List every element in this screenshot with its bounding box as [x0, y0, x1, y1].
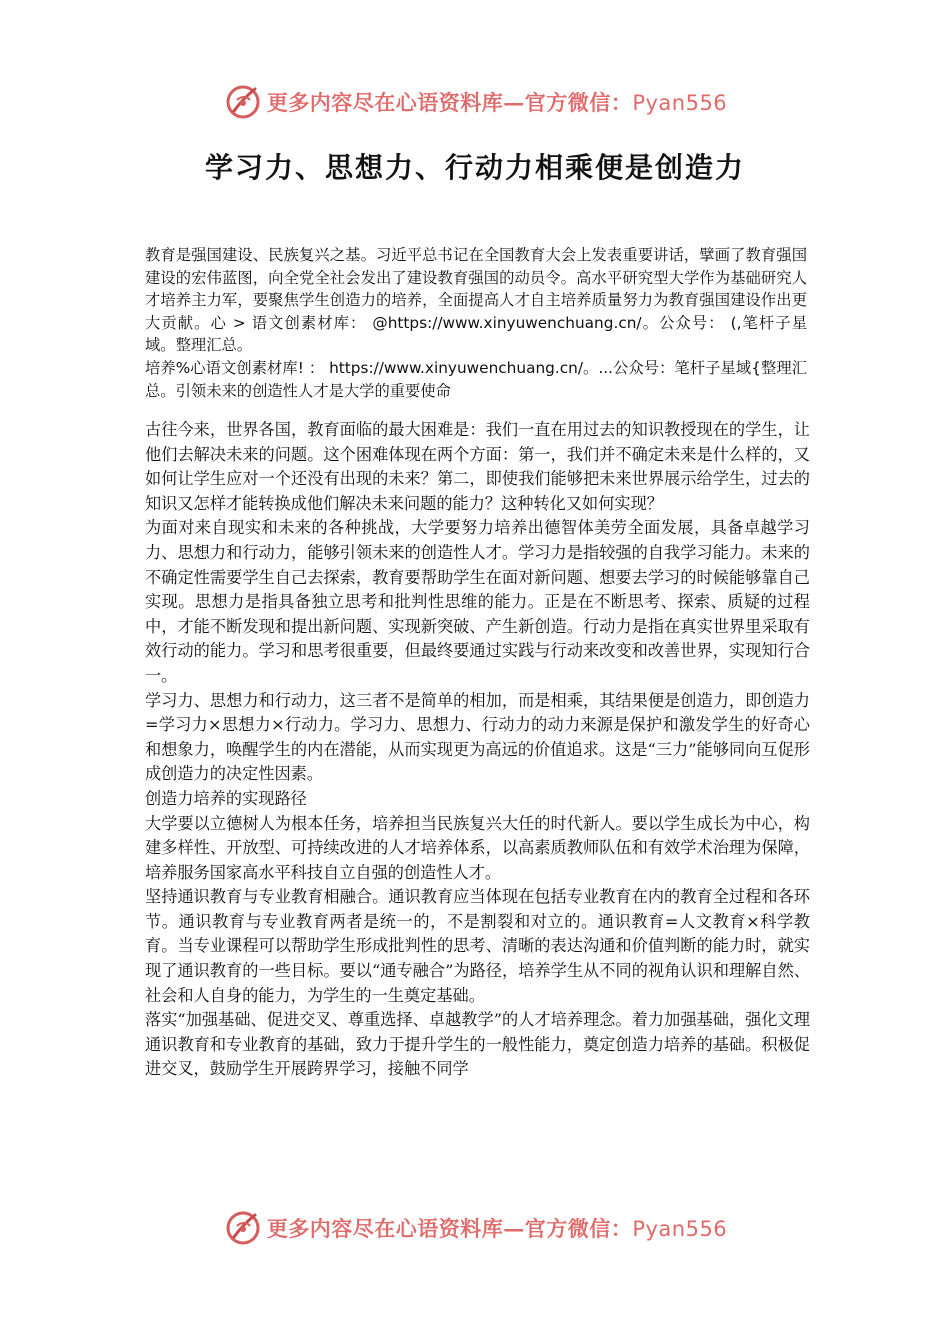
logo-icon [223, 82, 263, 122]
body-paragraph: 坚持通识教育与专业教育相融合。通识教育应当体现在包括专业教育在内的教育全过程和各环节。通识教育与专业教育两者是统一的，不是割裂和对立的。通识教育=人文教育×科学教育。当专业课程可以帮助学生形成批判性的思考、清晰的表达沟通和价值判断的能力时，就实现了通识教育的一些目标。要以“通专融合”为路径，培养学生从不同的视角认识和理解自然、社会和人自身的能力，为学生的一生奠定基础。 [145, 887, 810, 1005]
intro-paragraph: 教育是强国建设、民族复兴之基。习近平总书记在全国教育大会上发表重要讲话，擘画了教育强国建设的宏伟蓝图，向全党全社会发出了建设教育强国的动员令。高水平研究型大学作为基础研究人才培养主力军，要聚焦学生创造力的培养，全面提高人才自主培养质量努力为教育强国建设作出更大贡献。心 > 语文创素材库： @https://www.xinyuwenchuang.cn/。公众号： (,笔杆子星域。整理汇总。 [145, 246, 807, 355]
intro-paragraph: 培养%心语文创素材库! ： https://www.xinyuwenchuang.cn/。...公众号：笔杆子星域{整理汇总。引领未来的创造性人才是大学的重要使命 [145, 358, 807, 400]
body-paragraph: 为面对来自现实和未来的各种挑战，大学要努力培养出德智体美劳全面发展，具备卓越学习力、思想力和行动力，能够引领未来的创造性人才。学习力是指较强的自我学习能力。未来的不确定性需要学生自己去探索，教育要帮助学生在面对新问题、想要去学习的时候能够靠自己实现。思想力是指具备独立思考和批判性思维的能力。正是在不断思考、探索、质疑的过程中，才能不断发现和提出新问题、实现新突破、产生新创造。行动力是指在真实世界里采取有效行动的能力。学习和思考很重要，但最终要通过实践与行动来改变和改善世界，实现知行合一。 [145, 518, 810, 685]
article-body [145, 418, 810, 1082]
footer-banner [0, 1208, 950, 1248]
body-paragraph: 学习力、思想力和行动力，这三者不是简单的相加，而是相乘，其结果便是创造力，即创造力=学习力×思想力×行动力。学习力、思想力、行动力的动力来源是保护和激发学生的好奇心和想象力，唤醒学生的内在潜能，从而实现更为高远的价值追求。这是“三力”能够同向互促形成创造力的决定性因素。 [145, 690, 810, 784]
section-heading: 创造力培养的实现路径 [145, 788, 307, 808]
page-title: 学习力、思想力、行动力相乘便是创造力 [204, 151, 745, 184]
body-paragraph: 古往今来，世界各国，教育面临的最大困难是：我们一直在用过去的知识教授现在的学生，让他们去解决未来的问题。这个困难体现在两个方面：第一，我们并不确定未来是什么样的，又如何让学生应对一个还没有出现的未来？第二，即使我们能够把未来世界展示给学生，过去的知识又怎样才能转换成他们解决未来问题的能力？这种转化又如何实现？ [145, 420, 810, 513]
body-paragraph: 大学要以立德树人为根本任务，培养担当民族复兴大任的时代新人。要以学生成长为中心，构建多样性、开放型、可持续改进的人才培养体系，以高素质教师队伍和有效学术治理为保障，培养服务国家高水平科技自立自强的创造性人才。 [145, 813, 810, 882]
intro-block [145, 244, 807, 402]
logo-icon [223, 1208, 263, 1248]
footer-banner-text: 更多内容尽在心语资料库—官方微信：Pyan556 [266, 1216, 728, 1241]
header-banner-text: 更多内容尽在心语资料库—官方微信：Pyan556 [266, 90, 728, 115]
body-paragraph: 落实“加强基础、促进交叉、尊重选择、卓越教学”的人才培养理念。着力加强基础，强化文理通识教育和专业教育的基础，致力于提升学生的一般性能力，奠定创造力培养的基础。积极促进交叉，鼓励学生开展跨界学习，接触不同学 [145, 1010, 810, 1079]
header-banner [0, 82, 950, 122]
